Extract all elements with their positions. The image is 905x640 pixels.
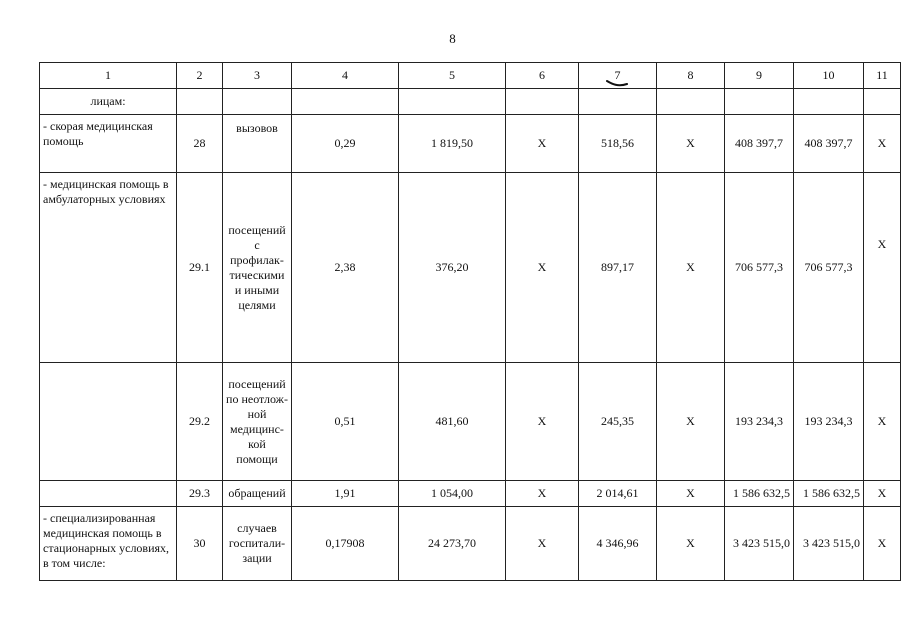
cell: X: [657, 173, 725, 363]
cell: X: [506, 363, 579, 481]
header-cell: 1: [40, 63, 177, 89]
cell: 1 586 632,5: [794, 481, 864, 507]
header-cell: 5: [399, 63, 506, 89]
cell: 1 819,50: [399, 115, 506, 173]
header-cell: 3: [223, 63, 292, 89]
table-row: [40, 173, 901, 363]
header-cell: 2: [177, 63, 223, 89]
header-cell: 8: [657, 63, 725, 89]
cell: X: [864, 173, 901, 363]
cell: 1,91: [292, 481, 399, 507]
row-unit: случаев госпитали-зации: [223, 507, 292, 581]
cell: X: [657, 115, 725, 173]
header-cell: 11: [864, 63, 901, 89]
row-unit: вызовов: [223, 115, 292, 173]
row-label: - специализированная медицинская помощь в стационарных условиях, в том числе:: [40, 507, 177, 581]
table-row: [40, 481, 901, 507]
cell: X: [864, 507, 901, 581]
cell: X: [864, 115, 901, 173]
cell: 897,17: [579, 173, 657, 363]
cell: X: [506, 507, 579, 581]
cell: 193 234,3: [725, 363, 794, 481]
cell: 2,38: [292, 173, 399, 363]
cell: 0,51: [292, 363, 399, 481]
cell: X: [864, 363, 901, 481]
row-unit: посещений по неотлож-ной медицинс-кой помощи: [223, 363, 292, 481]
row-code: 28: [177, 115, 223, 173]
row-code: 30: [177, 507, 223, 581]
row-label: - скорая медицинская помощь: [40, 115, 177, 173]
header-row: [40, 63, 901, 89]
cell: 245,35: [579, 363, 657, 481]
table-row: [40, 89, 901, 115]
table-row: [40, 115, 901, 173]
data-table: [39, 62, 901, 581]
cell: X: [657, 507, 725, 581]
cell: X: [506, 173, 579, 363]
cell: 193 234,3: [794, 363, 864, 481]
table-row: [40, 363, 901, 481]
page-number: 8: [449, 31, 456, 46]
row-code: 29.2: [177, 363, 223, 481]
cell: 3 423 515,0: [725, 507, 794, 581]
cell: 1 054,00: [399, 481, 506, 507]
cell: 0,17908: [292, 507, 399, 581]
cell: 3 423 515,0: [794, 507, 864, 581]
header-cell: 4: [292, 63, 399, 89]
row-label: - медицинская помощь в амбулаторных условиях: [40, 173, 177, 363]
row-code: 29.1: [177, 173, 223, 363]
header-cell: 9: [725, 63, 794, 89]
cell: X: [864, 481, 901, 507]
cell: X: [506, 115, 579, 173]
header-cell: 6: [506, 63, 579, 89]
cell: 0,29: [292, 115, 399, 173]
row-unit: посещений с профилак-тическими и иными целями: [223, 173, 292, 363]
cell: 518,56: [579, 115, 657, 173]
cell: 2 014,61: [579, 481, 657, 507]
cell: X: [657, 363, 725, 481]
cell: 1 586 632,5: [725, 481, 794, 507]
cell: 706 577,3: [794, 173, 864, 363]
cell: 408 397,7: [725, 115, 794, 173]
cell: 376,20: [399, 173, 506, 363]
cell: 706 577,3: [725, 173, 794, 363]
row-code: 29.3: [177, 481, 223, 507]
header-cell: 10: [794, 63, 864, 89]
cell: 408 397,7: [794, 115, 864, 173]
cell: X: [506, 481, 579, 507]
table-row: [40, 507, 901, 581]
cell: X: [657, 481, 725, 507]
row-label: лицам:: [40, 89, 177, 115]
cell: 481,60: [399, 363, 506, 481]
cell: 24 273,70: [399, 507, 506, 581]
cell: 4 346,96: [579, 507, 657, 581]
row-unit: обращений: [223, 481, 292, 507]
header-cell: 7: [579, 63, 657, 89]
